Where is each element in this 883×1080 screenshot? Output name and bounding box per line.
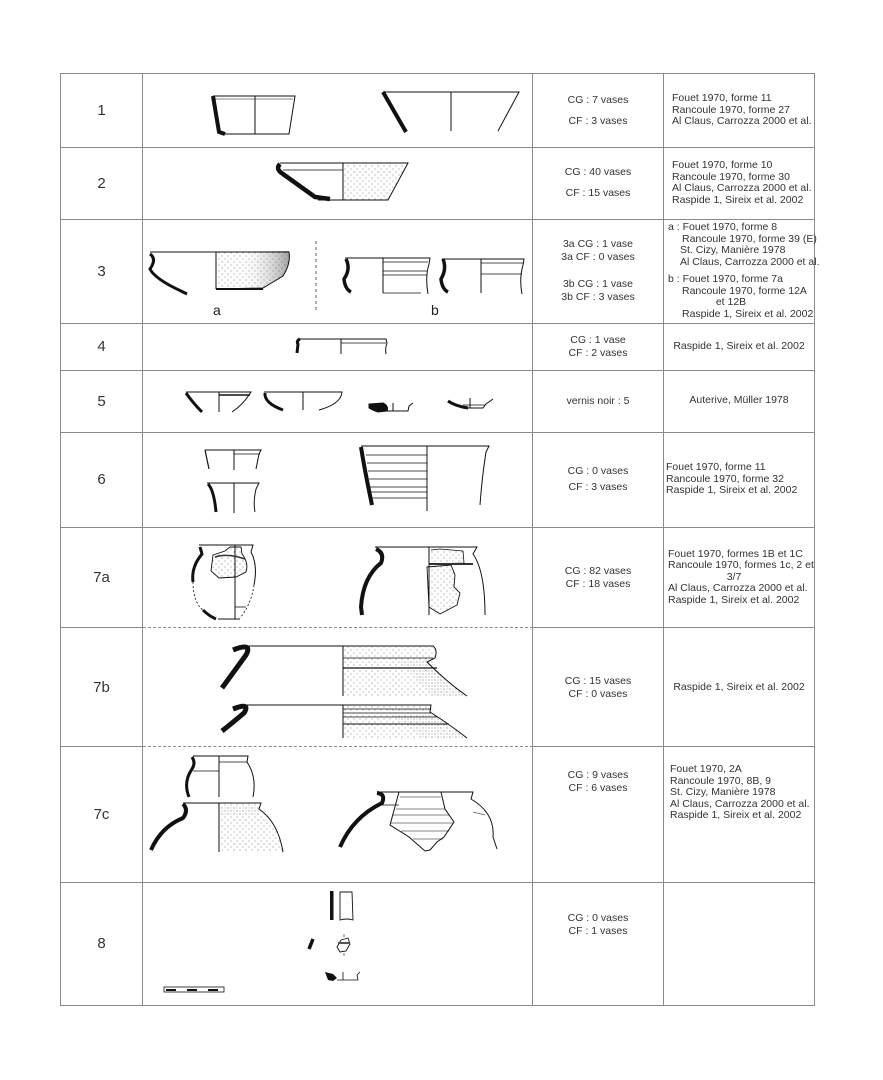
label-b: b: [431, 302, 439, 318]
jar-rim-profile-7b-1: [222, 646, 467, 696]
vessel-profiles-7b: [143, 628, 533, 747]
vessel-profiles-3: [143, 219, 533, 323]
table-row: [61, 323, 814, 370]
reference-line: Al Claus, Carrozza 2000 et al.: [672, 182, 812, 194]
row-id: 7b: [61, 628, 143, 747]
reference-line: a : Fouet 1970, forme 8: [668, 221, 778, 233]
reference-line: Fouet 1970, forme 11: [672, 92, 772, 105]
row-id: 5: [61, 370, 143, 432]
reference-line: b : Fouet 1970, forme 7a: [668, 273, 783, 285]
count-cell: [533, 527, 664, 628]
beaker-profile-6c: [361, 446, 489, 511]
table-row: [61, 370, 814, 432]
reference-line: Al Claus, Carrozza 2000 et al.: [680, 255, 820, 268]
scale-bar-icon: [164, 987, 224, 992]
count-line: CF : 15 vases: [565, 187, 631, 199]
count-line: CF : 2 vases: [568, 346, 628, 359]
count-line: vernis noir : 5: [566, 394, 630, 407]
count-line: CF : 6 vases: [568, 782, 628, 794]
bowl-profile-3b-2: [441, 259, 524, 294]
sherd-profile-8a: [330, 891, 353, 920]
vessel-profiles-8: [143, 882, 533, 1005]
table-row: [61, 527, 814, 628]
count-line: CF : 0 vases: [568, 687, 628, 700]
drawings-cell: [143, 74, 533, 147]
reference-line: Rancoule 1970, forme 30: [672, 170, 790, 183]
reference-line: et 12B: [715, 296, 747, 308]
count-cell: [533, 323, 664, 370]
reference-line: Al Claus, Carrozza 2000 et al.: [670, 797, 810, 810]
count-cell: [533, 432, 664, 527]
table-row: [61, 147, 814, 219]
reference-line: Fouet 1970, forme 11: [666, 461, 766, 474]
count-line: CG : 40 vases: [564, 166, 632, 178]
reference-line: Raspide 1, Sireix et al. 2002: [666, 484, 798, 497]
count-line: CG : 15 vases: [564, 674, 632, 687]
dish-profile-2: [278, 163, 408, 200]
reference-line: Rancoule 1970, forme 27: [672, 103, 790, 116]
reference-cell: [664, 882, 814, 1005]
reference-cell: [664, 628, 814, 747]
reference-cell: [664, 147, 814, 219]
sherd-profile-8b: [309, 934, 350, 956]
reference-line: Rancoule 1970, forme 39 (E): [682, 232, 817, 245]
row-id: 1: [61, 74, 143, 147]
bowl-profile-5a: [186, 392, 251, 412]
count-line: CF : 18 vases: [565, 577, 631, 590]
count-line: CG : 1 vase: [570, 333, 626, 346]
reference-cell: [664, 747, 814, 882]
count-line: CG : 7 vases: [567, 93, 629, 106]
count-line: CF : 3 vases: [568, 481, 628, 493]
drawings-cell: [143, 882, 533, 1005]
reference-line: Raspide 1, Sireix et al. 2002: [673, 680, 805, 693]
count-line: 3a CF : 0 vases: [561, 251, 635, 263]
jar-profile-7a-2: [361, 547, 485, 615]
typology-table: [60, 73, 820, 1006]
bowl-profile-1a: [213, 96, 295, 134]
drawings-cell: [143, 747, 533, 882]
reference-line: Auterive, Müller 1978: [689, 394, 789, 407]
count-cell: [533, 370, 664, 432]
beaker-profile-6b: [207, 483, 259, 513]
reference-cell: [664, 527, 814, 628]
label-a: a: [213, 302, 221, 318]
reference-line: Rancoule 1970, 8B, 9: [670, 774, 771, 787]
jar-profile-7a-1: [193, 545, 256, 619]
reference-cell: [664, 74, 814, 147]
bowl-profile-3b-1: [344, 258, 439, 318]
vessel-profiles-5: [143, 370, 533, 432]
reference-line: Raspide 1, Sireix et al. 2002: [682, 307, 814, 320]
count-cell: [533, 219, 664, 323]
count-line: CF : 1 vases: [568, 925, 628, 937]
reference-line: Raspide 1, Sireix et al. 2002: [670, 809, 802, 821]
count-cell: [533, 628, 664, 747]
bowl-profile-5b: [264, 392, 342, 410]
foot-profile-5d: [448, 398, 493, 408]
reference-line: Rancoule 1970, forme 12A: [682, 284, 807, 297]
vessel-profiles-4: [143, 323, 533, 370]
reference-line: St. Cizy, Manière 1978: [680, 244, 786, 256]
drawings-cell: [143, 219, 533, 323]
table-row: [61, 74, 814, 147]
foot-profile-5c: [369, 403, 413, 412]
bowl-profile-1b: [383, 92, 519, 132]
vessel-profiles-2: [143, 147, 533, 219]
count-line: CF : 3 vases: [568, 114, 628, 127]
reference-line: 3/7: [726, 570, 742, 583]
count-line: CG : 0 vases: [567, 912, 629, 924]
jar-profile-7c-2: [151, 803, 283, 852]
vessel-profiles-6: [143, 432, 533, 527]
count-group-b: [561, 278, 635, 304]
reference-cell: [664, 432, 814, 527]
reference-line: St. Cizy, Manière 1978: [670, 786, 776, 798]
bowl-profile-3a: [150, 251, 289, 318]
reference-line: Fouet 1970, forme 10: [672, 159, 773, 171]
reference-line: Rancoule 1970, formes 1c, 2 et: [668, 559, 814, 572]
drawings-cell: [143, 370, 533, 432]
reference-line: Fouet 1970, formes 1B et 1C: [668, 547, 803, 560]
row-id: 6: [61, 432, 143, 527]
reference-cell: [664, 370, 814, 432]
vessel-profiles-7a: [143, 527, 533, 628]
count-line: CG : 9 vases: [567, 769, 629, 781]
jar-rim-profile-7b-2: [222, 705, 467, 738]
jar-profile-7c-3: [340, 792, 497, 851]
count-cell: [533, 147, 664, 219]
count-line: 3b CG : 1 vase: [562, 278, 634, 290]
reference-line: Raspide 1, Sireix et al. 2002: [668, 593, 800, 606]
row-id: 3: [61, 219, 143, 323]
count-line: CG : 82 vases: [564, 564, 632, 577]
reference-line: Rancoule 1970, forme 32: [666, 472, 784, 485]
reference-line: Raspide 1, Sireix et al. 2002: [673, 339, 805, 352]
table-row: [61, 219, 820, 323]
count-group-a: [561, 238, 635, 264]
reference-line: Raspide 1, Sireix et al. 2002: [672, 193, 804, 206]
drawings-cell: [143, 628, 533, 747]
table-row: [61, 882, 814, 1005]
drawings-cell: [143, 147, 533, 219]
vessel-profiles-1: [143, 74, 533, 147]
reference-line: Fouet 1970, 2A: [670, 763, 742, 775]
jar-profile-7c-1: [187, 756, 255, 797]
count-cell: [533, 882, 664, 1005]
row-id: 7a: [61, 527, 143, 628]
table-row: [61, 432, 814, 527]
drawings-cell: [143, 527, 533, 628]
reference-line: Al Claus, Carrozza 2000 et al.: [672, 115, 812, 128]
row-id: 8: [61, 882, 143, 1005]
table-row: [61, 628, 814, 747]
count-line: 3a CG : 1 vase: [562, 238, 634, 250]
drawings-cell: [143, 432, 533, 527]
bowl-profile-4: [297, 339, 387, 354]
foot-profile-8c: [325, 972, 360, 981]
count-line: CG : 0 vases: [567, 465, 629, 477]
count-cell: [533, 747, 664, 882]
count-cell: [533, 74, 664, 147]
reference-line: Al Claus, Carrozza 2000 et al.: [668, 582, 808, 595]
row-id: 7c: [61, 747, 143, 882]
vessel-profiles-7c: [143, 747, 533, 882]
row-id: 2: [61, 147, 143, 219]
table-row: [61, 747, 814, 882]
row-id: 4: [61, 323, 143, 370]
count-line: 3b CF : 3 vases: [561, 291, 635, 303]
beaker-profile-6a: [205, 450, 261, 470]
drawings-cell: [143, 323, 533, 370]
reference-cell: [664, 323, 814, 370]
reference-cell: [664, 219, 820, 323]
